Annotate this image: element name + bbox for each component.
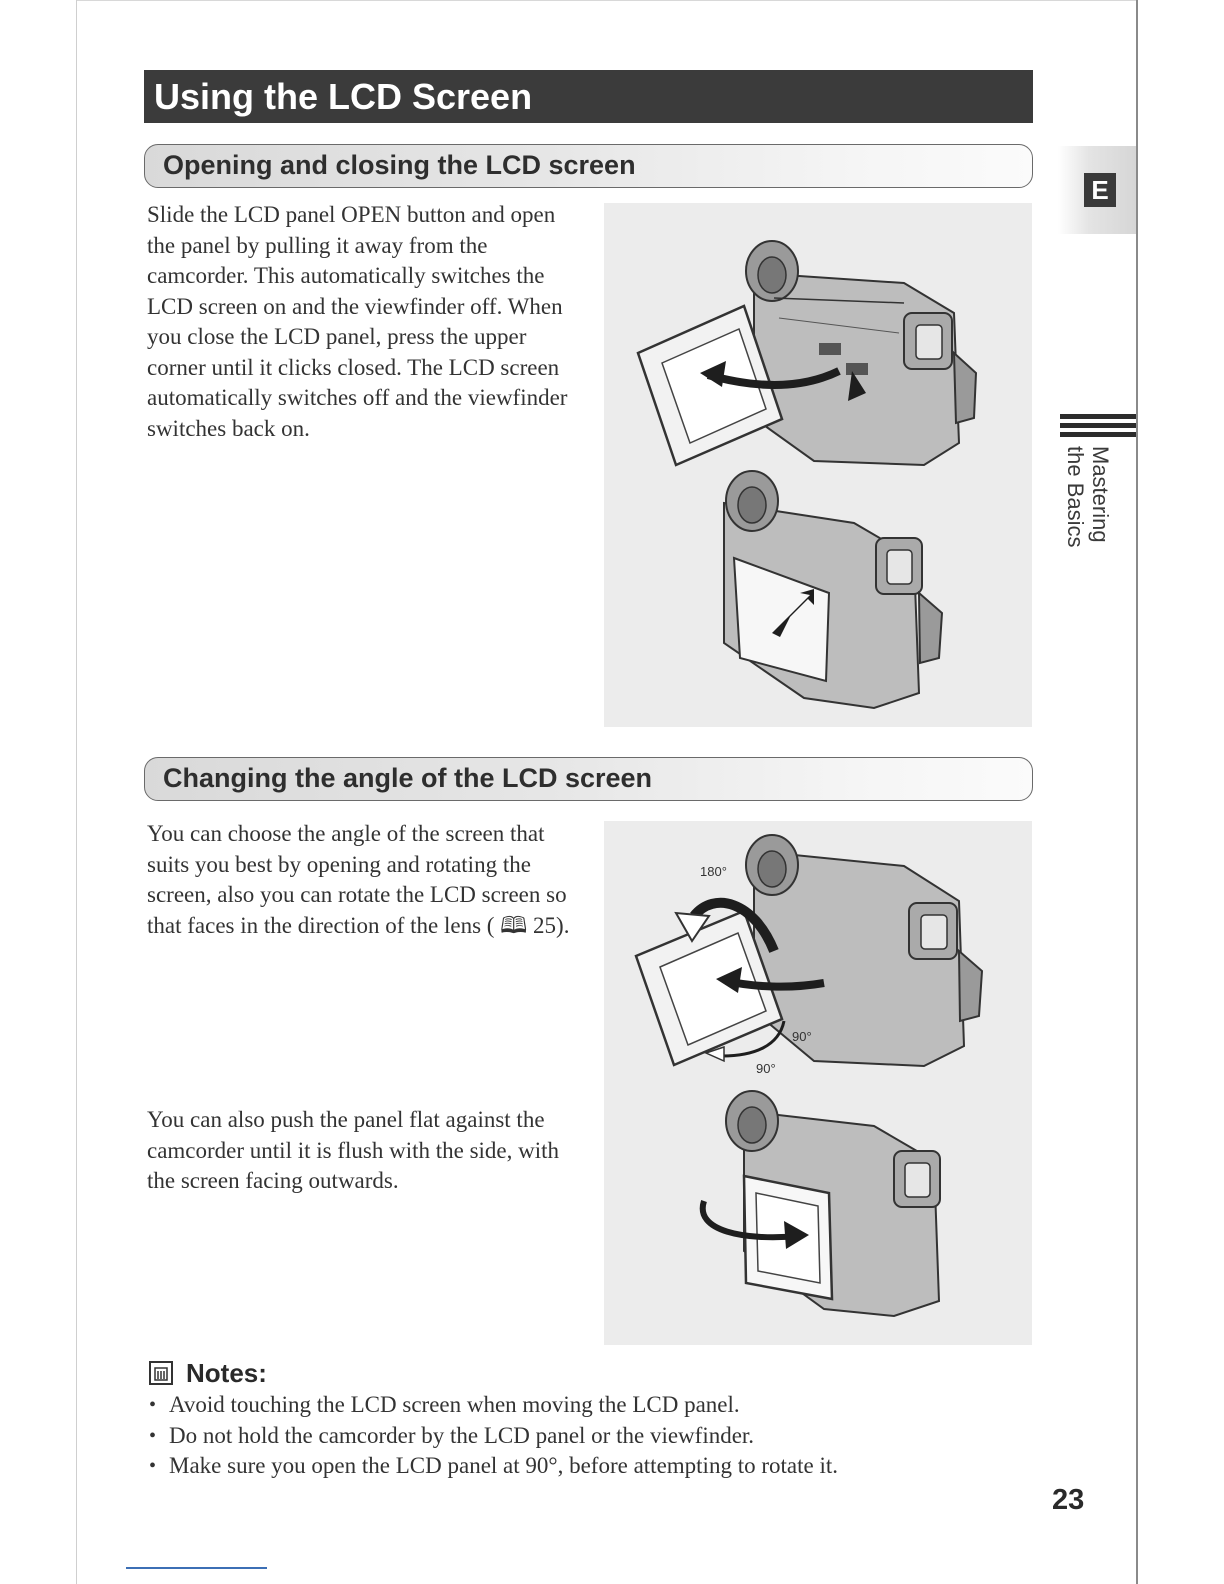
camcorder-illustration-angle — [604, 821, 1032, 1345]
camcorder-illustration-open-close — [604, 203, 1032, 727]
side-bars — [1060, 414, 1136, 441]
chapter-tab — [1058, 146, 1136, 234]
angle-label-90-a: 90° — [792, 1029, 812, 1044]
section-heading-opening: Opening and closing the LCD screen — [144, 144, 1033, 188]
page-edge-top — [76, 0, 1136, 1]
note-item: • Do not hold the camcorder by the LCD panel or the viewfinder. — [147, 1421, 1027, 1452]
page-edge-right — [1136, 0, 1138, 1584]
notes-heading — [148, 1356, 267, 1390]
angle-label-90-b: 90° — [756, 1061, 776, 1076]
camcorder-body-bottom — [724, 471, 942, 708]
side-bar-1 — [1060, 414, 1136, 419]
side-bar-3 — [1060, 432, 1136, 437]
side-bar-2 — [1060, 423, 1136, 428]
chapter-letter: E — [1084, 173, 1116, 207]
camcorder-body-top — [746, 241, 976, 465]
figure-angle — [604, 821, 1032, 1345]
page-edge-left — [76, 0, 77, 1584]
angle-label-180: 180° — [700, 864, 727, 879]
side-label-line2: the Basics — [1063, 446, 1088, 548]
page-number: 23 — [1052, 1484, 1085, 1516]
section-heading-angle: Changing the angle of the LCD screen — [144, 757, 1033, 801]
section-side-label — [1060, 446, 1116, 566]
opening-paragraph: Slide the LCD panel OPEN button and open the panel by pulling it away from the camcorder. This automatically switches the LCD screen on and the viewfinder off. When you close the LCD panel, press the upper corner until it clicks closed. The LCD screen automatically switches off and the viewfinder switches back on. — [147, 202, 568, 441]
angle-paragraph-1: You can choose the angle of the screen that suits you best by opening and rotating the screen, also you can rotate the LCD screen so that faces in the direction of the lens ( 🕮 25). — [147, 821, 570, 938]
page-title: Using the LCD Screen — [144, 70, 1033, 123]
notes-heading-text: Notes: — [186, 1357, 267, 1388]
bottom-rule — [126, 1567, 267, 1569]
notes-list — [147, 1390, 1027, 1482]
angle-paragraph-2: You can also push the panel flat against the camcorder until it is flush with the side, with the screen facing outwards. — [147, 1107, 560, 1193]
note-item: • Make sure you open the LCD panel at 90°, before attempting to rotate it. — [147, 1451, 1027, 1482]
side-label-line1: Mastering — [1088, 446, 1113, 543]
notes-icon — [148, 1359, 176, 1387]
section-side-label-text — [1063, 446, 1113, 548]
note-item: • Avoid touching the LCD screen when moving the LCD panel. — [147, 1390, 1027, 1421]
camcorder-body-angle-bottom — [726, 1091, 940, 1316]
figure-opening-closing — [604, 203, 1032, 727]
